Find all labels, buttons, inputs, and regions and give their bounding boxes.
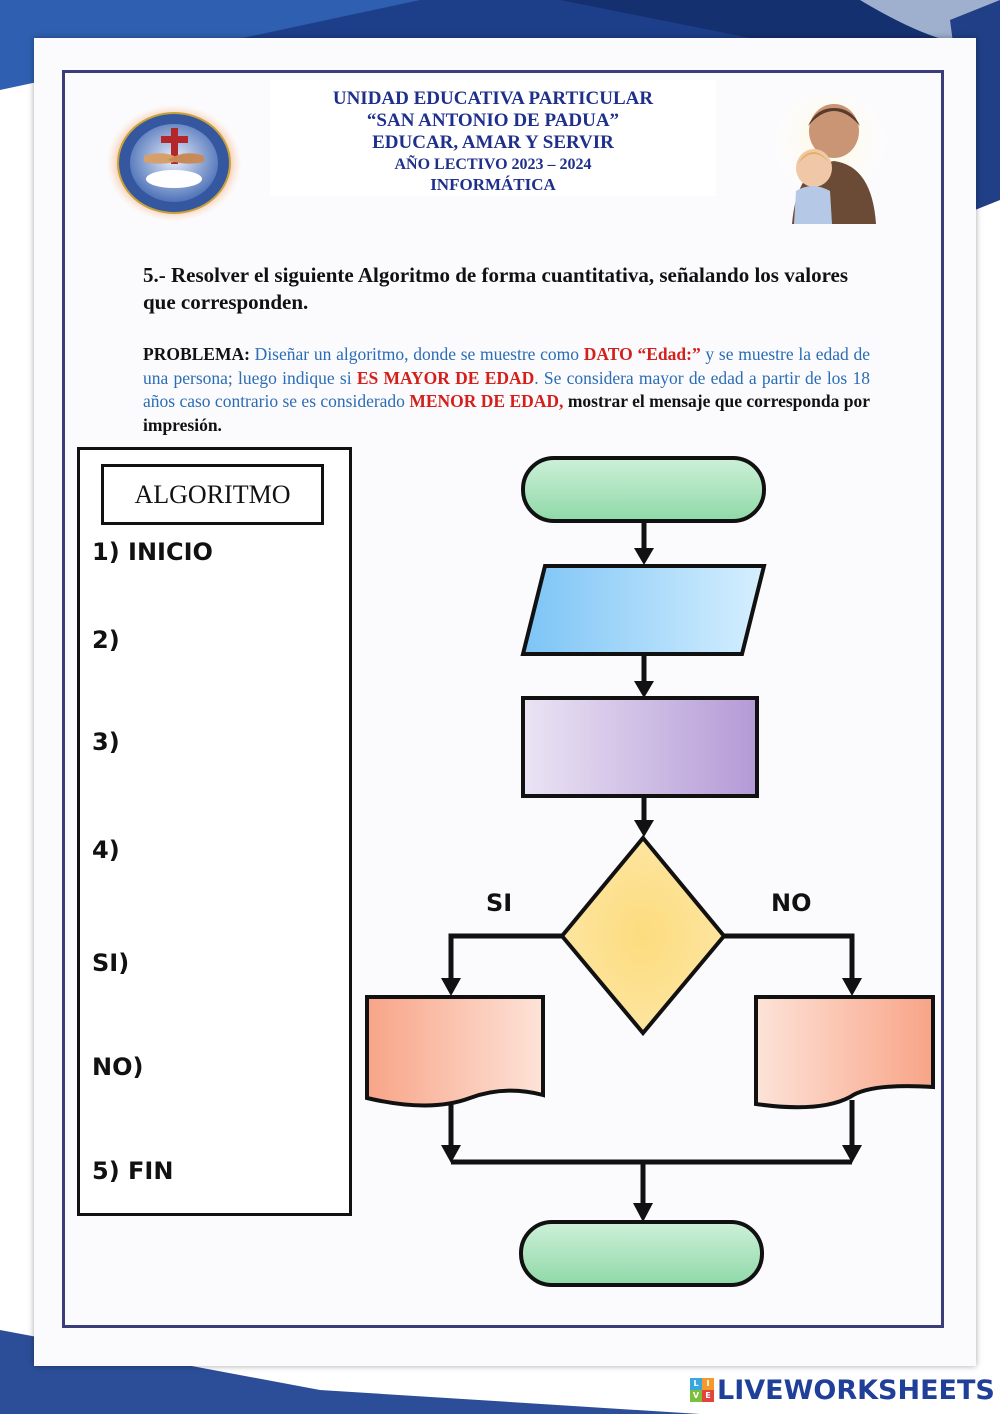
decision-yes-label: SI	[486, 889, 513, 917]
problem-highlight-dato: DATO “Edad:”	[583, 344, 701, 364]
problem-text-1: Diseñar un algoritmo, donde se muestre como	[249, 344, 584, 364]
arrowhead-end	[633, 1203, 653, 1222]
problem-label: PROBLEMA:	[143, 344, 250, 364]
algorithm-title: ALGORITMO	[101, 464, 324, 525]
problem-text-4: mostrar el mensaje que corresponda por impresión.	[143, 391, 870, 435]
arrowhead-3	[634, 820, 654, 837]
input-data-shape[interactable]	[523, 566, 764, 654]
arrowhead-1	[634, 548, 654, 565]
algorithm-step-3[interactable]: 3)	[92, 728, 120, 756]
process-shape[interactable]	[523, 698, 757, 796]
header-school-name: “SAN ANTONIO DE PADUA”	[366, 110, 620, 131]
output-no-shape[interactable]	[756, 997, 933, 1107]
header-motto: EDUCAR, AMAR Y SERVIR	[372, 132, 614, 153]
problem-highlight-menor: MENOR DE EDAD,	[409, 391, 564, 411]
algorithm-step-1: 1) INICIO	[92, 538, 213, 566]
connector-decision-no	[724, 936, 852, 980]
decision-shape[interactable]	[562, 838, 724, 1033]
algorithm-step-si[interactable]: SI)	[92, 949, 130, 977]
arrowhead-no	[842, 978, 862, 996]
algorithm-step-5: 5) FIN	[92, 1157, 174, 1185]
logo-letter-l: L	[690, 1378, 702, 1390]
logo-letter-v: V	[690, 1390, 702, 1402]
problem-highlight-mayor: ES MAYOR DE EDAD	[356, 367, 535, 388]
decision-no-label: NO	[771, 889, 812, 917]
end-terminal-shape[interactable]	[521, 1222, 762, 1285]
problem-text-2: y se muestre la edad de una persona; luego indique si	[143, 344, 871, 388]
output-yes-shape[interactable]	[367, 997, 543, 1106]
start-terminal-shape[interactable]	[523, 458, 764, 521]
header-school-type: UNIDAD EDUCATIVA PARTICULAR	[332, 88, 654, 109]
connector-decision-yes	[451, 936, 562, 980]
problem-text-3: . Se considera mayor de edad a partir de los 18 años caso contrario se es considerado	[143, 367, 870, 411]
liveworksheets-logo-icon	[690, 1378, 714, 1402]
header-subject: INFORMÁTICA	[430, 175, 556, 194]
arrowhead-yes	[441, 978, 461, 996]
liveworksheets-watermark	[690, 1372, 995, 1408]
arrowhead-2	[634, 681, 654, 698]
liveworksheets-text: LIVEWORKSHEETS	[717, 1374, 995, 1406]
logo-letter-e: E	[702, 1390, 714, 1402]
algorithm-step-2[interactable]: 2)	[92, 626, 120, 654]
logo-letter-i: I	[702, 1378, 714, 1390]
algorithm-step-4[interactable]: 4)	[92, 836, 120, 864]
question-title: 5.- Resolver el siguiente Algoritmo de forma cuantitativa, señalando los valores que corresponden.	[143, 263, 848, 314]
header-school-year: AÑO LECTIVO 2023 – 2024	[394, 156, 592, 173]
algorithm-step-no[interactable]: NO)	[92, 1053, 144, 1081]
